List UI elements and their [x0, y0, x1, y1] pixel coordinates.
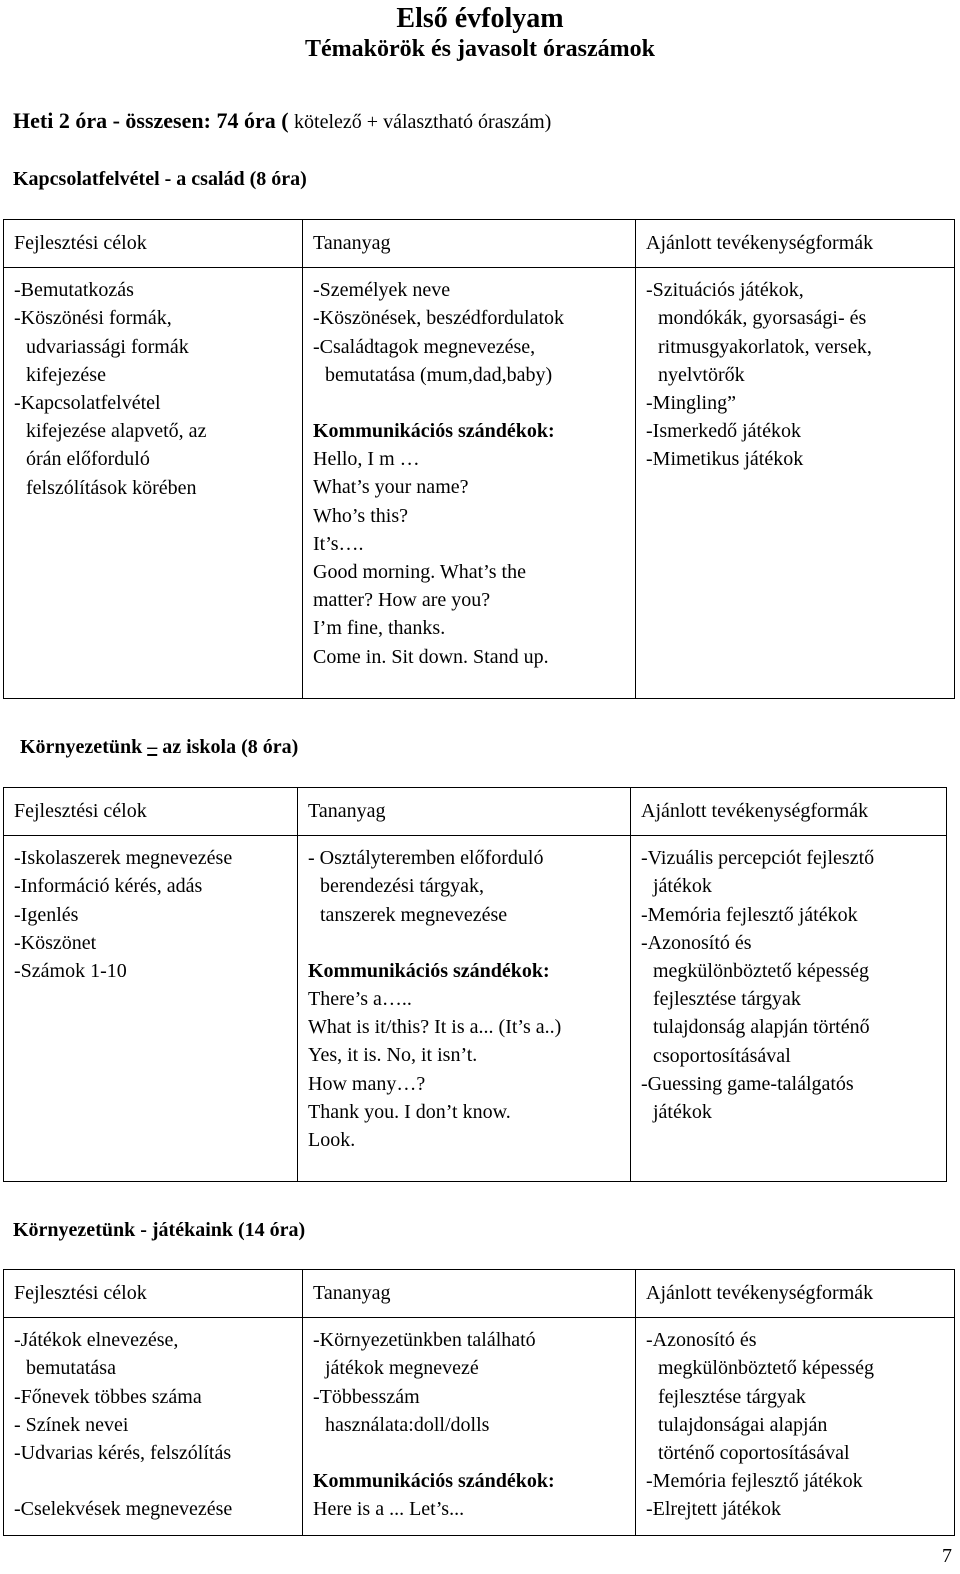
cell-line: -Többesszám [313, 1385, 420, 1408]
cell-line: használata:doll/dolls [325, 1413, 490, 1436]
section-2-title-dash: – [147, 736, 158, 758]
cell-line: megkülönböztető képesség [658, 1357, 875, 1380]
page-subtitle: Témakörök és javasolt óraszámok [305, 36, 655, 62]
section-1-activities [636, 268, 955, 699]
cell-line: fejlesztése tárgyak [658, 1385, 806, 1408]
cell-line [14, 1467, 294, 1495]
cell-line: megkülönböztető képesség [653, 960, 870, 983]
col-header-goals: Fejlesztési célok [4, 788, 298, 836]
cell-line: Yes, it is. No, it isn’t. [308, 1044, 478, 1067]
cell-line: Kommunikációs szándékok: [313, 420, 555, 443]
cell-line: játékok [653, 1101, 712, 1124]
cell-line: -Játékok elnevezése, [14, 1329, 179, 1352]
cell-line: -Köszönési formák, [14, 307, 172, 330]
cell-line: - Színek nevei [14, 1413, 129, 1436]
cell-line: -Köszönet [14, 931, 97, 954]
cell-line: játékok [653, 875, 712, 898]
cell-line: -Vizuális percepciót fejlesztő [641, 847, 875, 870]
section-3-material [303, 1318, 636, 1536]
cell-line: felszólítások körében [26, 476, 197, 499]
cell-line: kifejezése alapvető, az [26, 420, 207, 443]
cell-line: matter? How are you? [313, 589, 491, 612]
cell-line: What’s your name? [313, 476, 469, 499]
cell-line: Good morning. What’s the [313, 561, 526, 584]
cell-line: -Guessing game-találgatós [641, 1072, 854, 1095]
cell-line: -Memória fejlesztő játékok [641, 903, 858, 926]
cell-line: -Iskolaszerek megnevezése [14, 847, 233, 870]
cell-line: -Családtagok megnevezése, [313, 335, 536, 358]
col-header-goals: Fejlesztési célok [4, 220, 303, 268]
col-header-material: Tananyag [303, 220, 636, 268]
cell-line: -Információ kérés, adás [14, 875, 203, 898]
hours-main: Heti 2 óra - összesen: 74 óra ( [13, 108, 295, 133]
section-2-activities [631, 836, 947, 1182]
cell-line: -Környezetünkben található [313, 1329, 536, 1352]
section-2-title [20, 736, 298, 759]
cell-line: Hello, I m … [313, 448, 420, 471]
col-header-activities: Ajánlott tevékenységformák [636, 1270, 955, 1318]
section-2-material [298, 836, 631, 1182]
cell-line: tulajdonságai alapján [658, 1413, 828, 1436]
cell-line: órán előforduló [26, 448, 150, 471]
cell-line: -Udvarias kérés, felszólítás [14, 1442, 232, 1465]
cell-line: játékok megnevezé [325, 1357, 479, 1380]
cell-line: bemutatása [26, 1357, 116, 1380]
cell-line: kifejezése [26, 363, 106, 386]
cell-line: történő coportosításával [658, 1442, 850, 1465]
cell-line: -Igenlés [14, 903, 79, 926]
section-2-title-a: Környezetünk [20, 736, 143, 758]
cell-line: csoportosításával [653, 1044, 791, 1067]
cell-line: Who’s this? [313, 504, 408, 527]
cell-line: -Főnevek többes száma [14, 1385, 202, 1408]
cell-line [313, 389, 627, 417]
section-2-table [3, 787, 947, 1182]
col-header-goals: Fejlesztési célok [4, 1270, 303, 1318]
cell-line: -Szituációs játékok, [646, 279, 804, 302]
cell-line: How many…? [308, 1072, 426, 1095]
cell-line: udvariassági formák [26, 335, 189, 358]
cell-line: fejlesztése tárgyak [653, 988, 801, 1011]
cell-line: -Mingling” [646, 392, 736, 415]
cell-line [313, 1439, 627, 1467]
cell-line [308, 929, 622, 957]
cell-line: -Cselekvések megnevezése [14, 1498, 233, 1521]
cell-line: Come in. Sit down. Stand up. [313, 645, 549, 668]
section-2-title-c: az iskola (8 óra) [157, 736, 299, 758]
section-2-goals [4, 836, 298, 1182]
cell-line: mondókák, gyorsasági- és [658, 307, 867, 330]
col-header-material: Tananyag [303, 1270, 636, 1318]
col-header-material: Tananyag [298, 788, 631, 836]
col-header-activities: Ajánlott tevékenységformák [636, 220, 955, 268]
cell-line: -Azonosító és [646, 1329, 757, 1352]
section-1-material [303, 268, 636, 699]
cell-line: It’s…. [313, 532, 364, 555]
col-header-activities: Ajánlott tevékenységformák [631, 788, 947, 836]
cell-line: -Mimetikus játékok [646, 448, 804, 471]
cell-line: tanszerek megnevezése [320, 903, 508, 926]
cell-line: ritmusgyakorlatok, versek, [658, 335, 872, 358]
section-3-goals [4, 1318, 303, 1536]
cell-line: What is it/this? It is a... (It’s a..) [308, 1016, 562, 1039]
section-1-title: Kapcsolatfelvétel - a család (8 óra) [13, 168, 307, 190]
cell-line: -Személyek neve [313, 279, 451, 302]
hours-line [13, 108, 551, 134]
section-3-table [3, 1269, 955, 1536]
cell-line: -Memória fejlesztő játékok [646, 1470, 863, 1493]
cell-line: - Osztályteremben előforduló [308, 847, 544, 870]
section-3-activities [636, 1318, 955, 1536]
cell-line: tulajdonság alapján történő [653, 1016, 870, 1039]
cell-line: berendezési tárgyak, [320, 875, 484, 898]
hours-note: kötelező + választható óraszám) [294, 111, 552, 133]
cell-line: -Köszönések, beszédfordulatok [313, 307, 565, 330]
cell-line: Kommunikációs szándékok: [313, 1470, 555, 1493]
cell-line: -Számok 1-10 [14, 960, 127, 983]
cell-line: -Ismerkedő játékok [646, 420, 801, 443]
page-number: 7 [942, 1545, 952, 1567]
cell-line: Kommunikációs szándékok: [308, 959, 550, 982]
cell-line: I’m fine, thanks. [313, 617, 446, 640]
section-1-goals [4, 268, 303, 699]
cell-line: nyelvtörők [658, 363, 745, 386]
cell-line: bemutatása (mum,dad,baby) [325, 363, 553, 386]
cell-line: -Kapcsolatfelvétel [14, 392, 161, 415]
section-3-title: Környezetünk - játékaink (14 óra) [13, 1219, 306, 1241]
cell-line: Here is a ... Let’s... [313, 1498, 465, 1521]
cell-line: There’s a….. [308, 988, 412, 1011]
cell-line: Thank you. I don’t know. [308, 1100, 511, 1123]
cell-line: -Bemutatkozás [14, 279, 134, 302]
cell-line: -Azonosító és [641, 931, 752, 954]
cell-line: -Elrejtett játékok [646, 1498, 781, 1521]
section-1-table [3, 219, 955, 699]
cell-line: Look. [308, 1129, 356, 1152]
page-title: Első évfolyam [396, 3, 564, 34]
